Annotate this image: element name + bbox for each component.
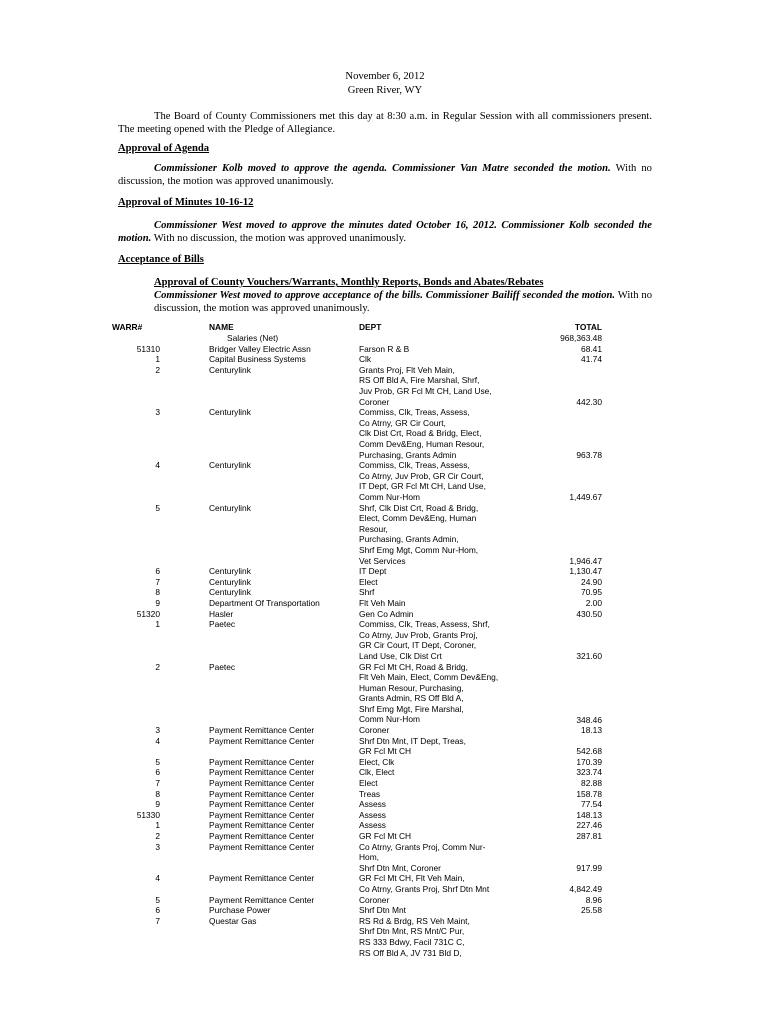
department-list xyxy=(359,354,529,365)
payee-name: Hasler xyxy=(209,608,234,619)
warrant-number: 5 xyxy=(155,502,160,513)
row-total: 82.88 xyxy=(581,778,602,789)
department-line: GR Fcl Mt CH xyxy=(359,746,412,757)
department-line: Comm Nur-Hom xyxy=(359,491,420,502)
department-line: Shrf Emg Mgt, Comm Nur-Hom, xyxy=(359,544,479,555)
payee-name: Payment Remittance Center xyxy=(209,778,315,789)
header-dept: DEPT xyxy=(359,322,382,332)
warrant-number: 7 xyxy=(155,778,160,789)
department-list xyxy=(359,598,529,609)
row-total: 158.78 xyxy=(576,788,602,799)
department-list xyxy=(359,587,529,598)
table-row xyxy=(0,365,770,407)
warrant-number: 8 xyxy=(155,788,160,799)
department-line: Gen Co Admin xyxy=(359,608,414,619)
warrant-number: 3 xyxy=(155,725,160,736)
warrant-number: 3 xyxy=(155,407,160,418)
department-line: GR Fcl Mt CH, Road & Bridg, xyxy=(359,661,468,672)
department-list xyxy=(359,810,529,821)
row-total: 968,363.48 xyxy=(560,333,602,343)
warrant-number: 9 xyxy=(155,597,160,608)
row-total: 170.39 xyxy=(576,756,602,767)
table-row xyxy=(0,820,770,831)
department-line: Assess xyxy=(359,820,386,831)
intro-text: The Board of County Commissioners met this day at 8:30 a.m. in Regular Session with all commissioners present. The meeting opened with the Pledge of Allegiance. xyxy=(118,111,652,135)
department-list xyxy=(359,757,529,768)
header-warr: WARR# xyxy=(112,322,143,332)
department-line: RS Off Bld A, JV 731 Bld D, xyxy=(359,947,462,958)
department-line: GR Fcl Mt CH, Flt Veh Main, xyxy=(359,873,465,884)
department-line: Clk xyxy=(359,354,372,365)
department-line: Co Atrny, Juv Prob, GR Cir Court, xyxy=(359,470,484,481)
row-total: 18.13 xyxy=(581,725,602,736)
department-line: Shrf Dtn Mnt, RS Mnt/C Pur, xyxy=(359,926,465,937)
table-row xyxy=(0,609,770,620)
department-list xyxy=(359,789,529,800)
department-list xyxy=(359,725,529,736)
department-list xyxy=(359,344,529,355)
payee-name: Centurylink xyxy=(209,576,251,587)
department-line: Commiss, Clk, Treas, Assess, xyxy=(359,460,470,471)
minutes-paragraph xyxy=(118,219,652,245)
department-line: Resour, xyxy=(359,523,388,534)
row-total: 1,449.67 xyxy=(569,491,602,502)
department-line: Shrf Dtn Mnt xyxy=(359,905,407,916)
department-list xyxy=(359,873,529,894)
department-line: Juv Prob, GR Fcl Mt CH, Land Use, xyxy=(359,385,492,396)
department-line: Human Resour, Purchasing, xyxy=(359,682,464,693)
department-list xyxy=(359,365,529,407)
payee-name: Payment Remittance Center xyxy=(209,841,315,852)
bills-result: With no discussion, the motion was approved unanimously. xyxy=(154,290,652,314)
minutes-heading: Approval of Minutes 10-16-12 xyxy=(118,197,254,208)
payee-name: Salaries (Net) xyxy=(227,333,279,343)
department-list xyxy=(359,831,529,842)
warrant-number: 4 xyxy=(155,735,160,746)
row-total: 1,130.47 xyxy=(569,566,602,577)
bills-heading: Acceptance of Bills xyxy=(118,254,204,265)
department-list xyxy=(359,905,529,916)
department-line: Commiss, Clk, Treas, Assess, xyxy=(359,407,470,418)
department-list xyxy=(359,916,529,958)
department-list xyxy=(359,842,529,874)
row-total: 442.30 xyxy=(576,396,602,407)
payee-name: Centurylink xyxy=(209,460,251,471)
warrant-number: 2 xyxy=(155,831,160,842)
meeting-location: Green River, WY xyxy=(347,85,423,96)
row-total: 25.58 xyxy=(581,905,602,916)
department-line: Treas xyxy=(359,788,381,799)
row-total: 68.41 xyxy=(581,343,602,354)
row-total: 430.50 xyxy=(576,608,602,619)
warrant-number: 51320 xyxy=(136,608,160,619)
department-list xyxy=(359,566,529,577)
payee-name: Payment Remittance Center xyxy=(209,799,315,810)
department-line: Vet Services xyxy=(359,555,406,566)
agenda-motion: Commissioner Kolb moved to approve the agenda. Commissioner Van Matre seconded the motion. xyxy=(154,163,611,174)
table-row xyxy=(0,916,770,958)
department-line: Purchasing, Grants Admin xyxy=(359,449,457,460)
payee-name: Centurylink xyxy=(209,566,251,577)
department-line: Shrf Dtn Mnt, Coroner xyxy=(359,862,441,873)
payee-name: Purchase Power xyxy=(209,905,271,916)
payee-name: Paetec xyxy=(209,619,236,630)
department-line: Shrf Dtn Mnt, IT Dept, Treas, xyxy=(359,735,466,746)
table-row xyxy=(0,757,770,768)
row-total: 542.68 xyxy=(576,746,602,757)
agenda-heading: Approval of Agenda xyxy=(118,143,210,154)
table-row xyxy=(0,333,770,344)
department-line: Coroner xyxy=(359,725,390,736)
department-line: Clk Dist Crt, Road & Bridg, Elect, xyxy=(359,428,482,439)
payee-name: Payment Remittance Center xyxy=(209,831,315,842)
table-row xyxy=(0,736,770,757)
department-line: Hom, xyxy=(359,852,380,863)
row-total: 227.46 xyxy=(576,820,602,831)
warrant-number: 4 xyxy=(155,460,160,471)
department-line: Co Atrny, GR Cir Court, xyxy=(359,417,446,428)
department-line: Farson R & B xyxy=(359,343,410,354)
warrant-number: 3 xyxy=(155,841,160,852)
table-row xyxy=(0,873,770,894)
agenda-result: With no discussion, the motion was approved unanimously. xyxy=(118,163,652,187)
table-row xyxy=(0,344,770,355)
row-total: 287.81 xyxy=(576,831,602,842)
department-line: Flt Veh Main xyxy=(359,597,406,608)
department-list xyxy=(359,407,529,460)
department-line: Coroner xyxy=(359,396,390,407)
department-line: Elect xyxy=(359,576,378,587)
row-total: 348.46 xyxy=(576,714,602,725)
table-row xyxy=(0,767,770,778)
warrant-number: 2 xyxy=(155,364,160,375)
payee-name: Centurylink xyxy=(209,587,251,598)
department-line: Co Atrny, Grants Proj, Shrf Dtn Mnt xyxy=(359,884,490,895)
department-line: Assess xyxy=(359,799,386,810)
table-row xyxy=(0,503,770,567)
department-line: Co Atrny, Grants Proj, Comm Nur- xyxy=(359,841,486,852)
department-line: Flt Veh Main, Elect, Comm Dev&Eng, xyxy=(359,672,499,683)
payee-name: Payment Remittance Center xyxy=(209,735,315,746)
meeting-date: November 6, 2012 xyxy=(345,71,425,82)
department-line: Assess xyxy=(359,809,386,820)
payee-name: Payment Remittance Center xyxy=(209,725,315,736)
table-row xyxy=(0,598,770,609)
header-total: TOTAL xyxy=(574,322,602,332)
table-row xyxy=(0,831,770,842)
warrant-number: 51310 xyxy=(136,343,160,354)
department-list xyxy=(359,767,529,778)
department-line: GR Fcl Mt CH xyxy=(359,831,412,842)
row-total: 148.13 xyxy=(576,809,602,820)
table-body xyxy=(0,333,770,958)
table-row xyxy=(0,799,770,810)
minutes-motion: Commissioner West moved to approve the minutes dated October 16, 2012. Commissioner Kolb seconded the motion. xyxy=(118,220,652,244)
department-line: Commiss, Clk, Treas, Assess, Shrf, xyxy=(359,619,490,630)
row-total: 77.54 xyxy=(581,799,602,810)
department-line: Elect, Comm Dev&Eng, Human xyxy=(359,513,477,524)
row-total: 1,946.47 xyxy=(569,555,602,566)
department-line: Shrf Emg Mgt, Fire Marshal, xyxy=(359,703,464,714)
department-line: Grants Proj, Flt Veh Main, xyxy=(359,364,455,375)
table-row xyxy=(0,354,770,365)
department-line: Shrf xyxy=(359,587,375,598)
table-row xyxy=(0,407,770,460)
row-total: 41.74 xyxy=(581,354,602,365)
row-total: 917.99 xyxy=(576,862,602,873)
department-line: RS 333 Bdwy, Facil 731C C, xyxy=(359,937,465,947)
row-total: 24.90 xyxy=(581,576,602,587)
warrant-number: 1 xyxy=(155,619,160,630)
table-row xyxy=(0,905,770,916)
department-list xyxy=(359,503,529,567)
warrant-number: 1 xyxy=(155,354,160,365)
payee-name: Payment Remittance Center xyxy=(209,894,315,905)
department-line: Elect, Clk xyxy=(359,756,395,767)
table-row xyxy=(0,577,770,588)
department-line: Purchasing, Grants Admin, xyxy=(359,534,459,545)
payee-name: Centurylink xyxy=(209,364,251,375)
table-row xyxy=(0,895,770,906)
payee-name: Payment Remittance Center xyxy=(209,788,315,799)
department-line: Comm Nur-Hom xyxy=(359,714,420,725)
department-line: RS Rd & Brdg, RS Veh Maint, xyxy=(359,915,470,926)
table-row xyxy=(0,778,770,789)
department-line: IT Dept, GR Fcl Mt CH, Land Use, xyxy=(359,481,486,492)
payee-name: Payment Remittance Center xyxy=(209,820,315,831)
warrant-number: 5 xyxy=(155,756,160,767)
department-line: Grants Admin, RS Off Bld A, xyxy=(359,693,464,704)
department-list xyxy=(359,460,529,502)
agenda-paragraph xyxy=(118,162,652,188)
payee-name: Payment Remittance Center xyxy=(209,809,315,820)
department-line: Clk, Elect xyxy=(359,767,395,778)
row-total: 70.95 xyxy=(581,587,602,598)
row-total: 963.78 xyxy=(576,449,602,460)
department-line: Comm Dev&Eng, Human Resour, xyxy=(359,438,485,449)
department-line: RS Off Bld A, Fire Marshal, Shrf, xyxy=(359,375,480,386)
intro-paragraph xyxy=(118,110,652,136)
department-line: GR Cir Court, IT Dept, Coroner, xyxy=(359,640,477,651)
warrant-number: 7 xyxy=(155,915,160,926)
table-row xyxy=(0,789,770,800)
department-list xyxy=(359,895,529,906)
bills-table xyxy=(0,322,770,958)
department-list xyxy=(359,820,529,831)
department-list xyxy=(359,619,529,661)
payee-name: Payment Remittance Center xyxy=(209,767,315,778)
table-row xyxy=(0,619,770,661)
table-row xyxy=(0,566,770,577)
department-list xyxy=(359,662,529,726)
header-name: NAME xyxy=(209,322,234,332)
payee-name: Paetec xyxy=(209,661,236,672)
table-row xyxy=(0,460,770,502)
payee-name: Department Of Transportation xyxy=(209,597,320,608)
payee-name: Centurylink xyxy=(209,407,251,418)
department-line: Shrf, Clk Dist Crt, Road & Bridg, xyxy=(359,502,479,513)
department-list xyxy=(359,609,529,620)
row-total: 321.60 xyxy=(576,650,602,661)
department-list xyxy=(359,577,529,588)
table-row xyxy=(0,587,770,598)
department-list xyxy=(359,799,529,810)
warrant-number: 4 xyxy=(155,873,160,884)
department-line: Coroner xyxy=(359,894,390,905)
payee-name: Centurylink xyxy=(209,502,251,513)
department-line: Land Use, Clk Dist Crt xyxy=(359,650,442,661)
warrant-number: 9 xyxy=(155,799,160,810)
department-line: IT Dept xyxy=(359,566,387,577)
table-row xyxy=(0,725,770,736)
row-total: 323.74 xyxy=(576,767,602,778)
payee-name: Questar Gas xyxy=(209,915,257,926)
warrant-number: 8 xyxy=(155,587,160,598)
department-line: Co Atrny, Juv Prob, Grants Proj, xyxy=(359,629,478,640)
bills-motion: Commissioner West moved to approve acceptance of the bills. Commissioner Bailiff seconded the motion. xyxy=(154,290,616,301)
warrant-number: 1 xyxy=(155,820,160,831)
department-list xyxy=(359,778,529,789)
warrant-number: 6 xyxy=(155,767,160,778)
payee-name: Payment Remittance Center xyxy=(209,873,315,884)
warrant-number: 7 xyxy=(155,576,160,587)
payee-name: Capital Business Systems xyxy=(209,354,306,365)
table-row xyxy=(0,810,770,821)
payee-name: Bridger Valley Electric Assn xyxy=(209,343,311,354)
bills-subheading: Approval of County Vouchers/Warrants, Monthly Reports, Bonds and Abates/Rebates xyxy=(154,277,544,288)
table-row xyxy=(0,662,770,726)
payee-name: Payment Remittance Center xyxy=(209,756,315,767)
row-total: 8.96 xyxy=(585,894,602,905)
table-header xyxy=(0,322,770,333)
table-row xyxy=(0,842,770,874)
warrant-number: 6 xyxy=(155,566,160,577)
warrant-number: 6 xyxy=(155,905,160,916)
warrant-number: 51330 xyxy=(136,809,160,820)
minutes-result: With no discussion, the motion was approved unanimously. xyxy=(153,233,406,244)
bills-paragraph xyxy=(154,289,652,315)
department-line: Elect xyxy=(359,778,378,789)
warrant-number: 5 xyxy=(155,894,160,905)
row-total: 4,842.49 xyxy=(569,884,602,895)
row-total: 2.00 xyxy=(585,597,602,608)
department-list xyxy=(359,736,529,757)
warrant-number: 2 xyxy=(155,661,160,672)
